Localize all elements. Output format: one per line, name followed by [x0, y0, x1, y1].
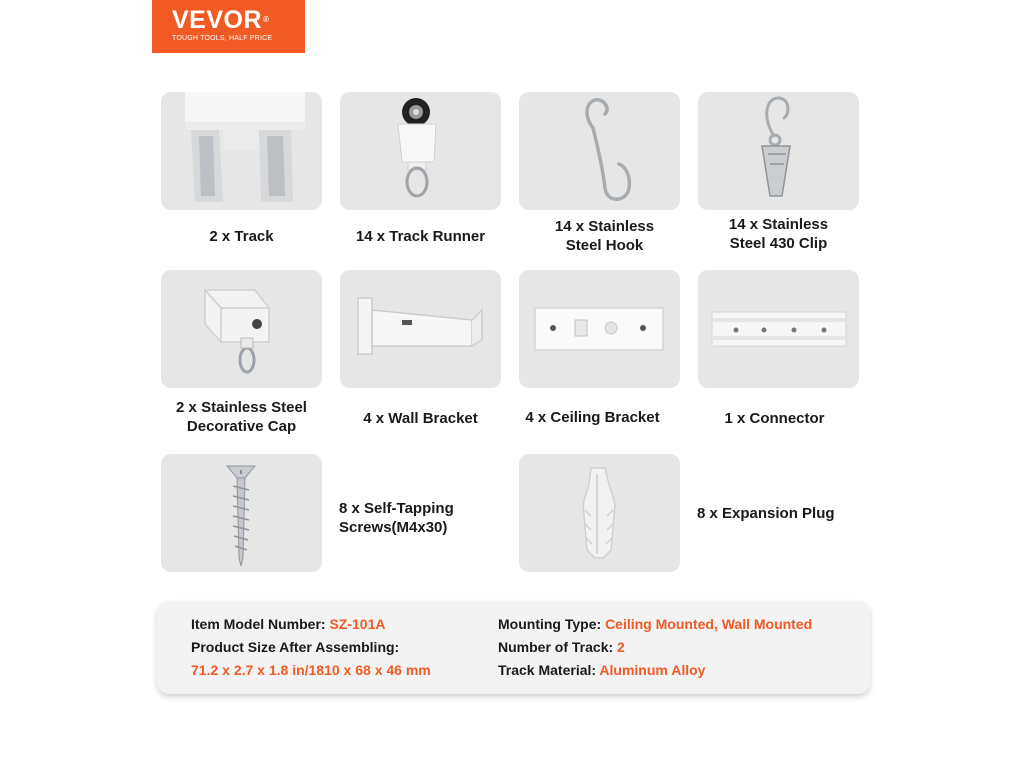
- screw-image: [161, 454, 322, 572]
- connector-image: [698, 270, 859, 388]
- spec-model: Item Model Number: SZ-101A: [191, 616, 386, 632]
- item-label-expansion-plug: 8 x Expansion Plug: [697, 505, 835, 522]
- item-label-track-runner: 14 x Track Runner: [355, 228, 486, 245]
- spec-material: Track Material: Aluminum Alloy: [498, 662, 706, 678]
- item-label-wall-bracket: 4 x Wall Bracket: [363, 410, 478, 427]
- track-runner-icon: [340, 92, 501, 210]
- registered-mark: ®: [263, 15, 270, 24]
- ceiling-bracket-icon: [519, 270, 680, 388]
- wall-bracket-icon: [340, 270, 501, 388]
- brand-name: VEVOR: [172, 6, 263, 34]
- ceiling-bracket-image: [519, 270, 680, 388]
- spec-panel: [157, 601, 870, 694]
- item-label-decorative-cap: 2 x Stainless Steel Decorative Cap: [176, 399, 307, 435]
- item-label-steel-clip: 14 x Stainless Steel 430 Clip: [728, 216, 829, 252]
- expansion-plug-icon: [519, 454, 680, 572]
- screw-icon: [161, 454, 322, 572]
- s-hook-icon: [519, 92, 680, 210]
- end-cap-icon: [161, 270, 322, 388]
- track-icon: [161, 92, 322, 210]
- clip-image: [698, 92, 859, 210]
- spec-size-key: Product Size After Assembling:: [191, 639, 400, 655]
- end-cap-image: [161, 270, 322, 388]
- expansion-plug-image: [519, 454, 680, 572]
- vevor-logo: [152, 0, 305, 53]
- connector-icon: [698, 270, 859, 388]
- item-label-steel-hook: 14 x Stainless Steel Hook: [554, 218, 655, 254]
- track-runner-image: [340, 92, 501, 210]
- item-label-ceiling-bracket: 4 x Ceiling Bracket: [525, 409, 660, 426]
- spec-mounting: Mounting Type: Ceiling Mounted, Wall Mounted: [498, 616, 813, 632]
- wall-bracket-image: [340, 270, 501, 388]
- track-image: [161, 92, 322, 210]
- s-hook-image: [519, 92, 680, 210]
- spec-track-count: Number of Track: 2: [498, 639, 625, 655]
- item-label-track: 2 x Track: [209, 228, 274, 245]
- spec-size-value: 71.2 x 2.7 x 1.8 in/1810 x 68 x 46 mm: [191, 662, 431, 678]
- brand-tagline: TOUGH TOOLS, HALF PRICE: [172, 35, 273, 42]
- item-label-screws: 8 x Self-Tapping Screws(M4x30): [339, 500, 454, 536]
- clip-icon: [698, 92, 859, 210]
- item-label-connector: 1 x Connector: [724, 410, 825, 427]
